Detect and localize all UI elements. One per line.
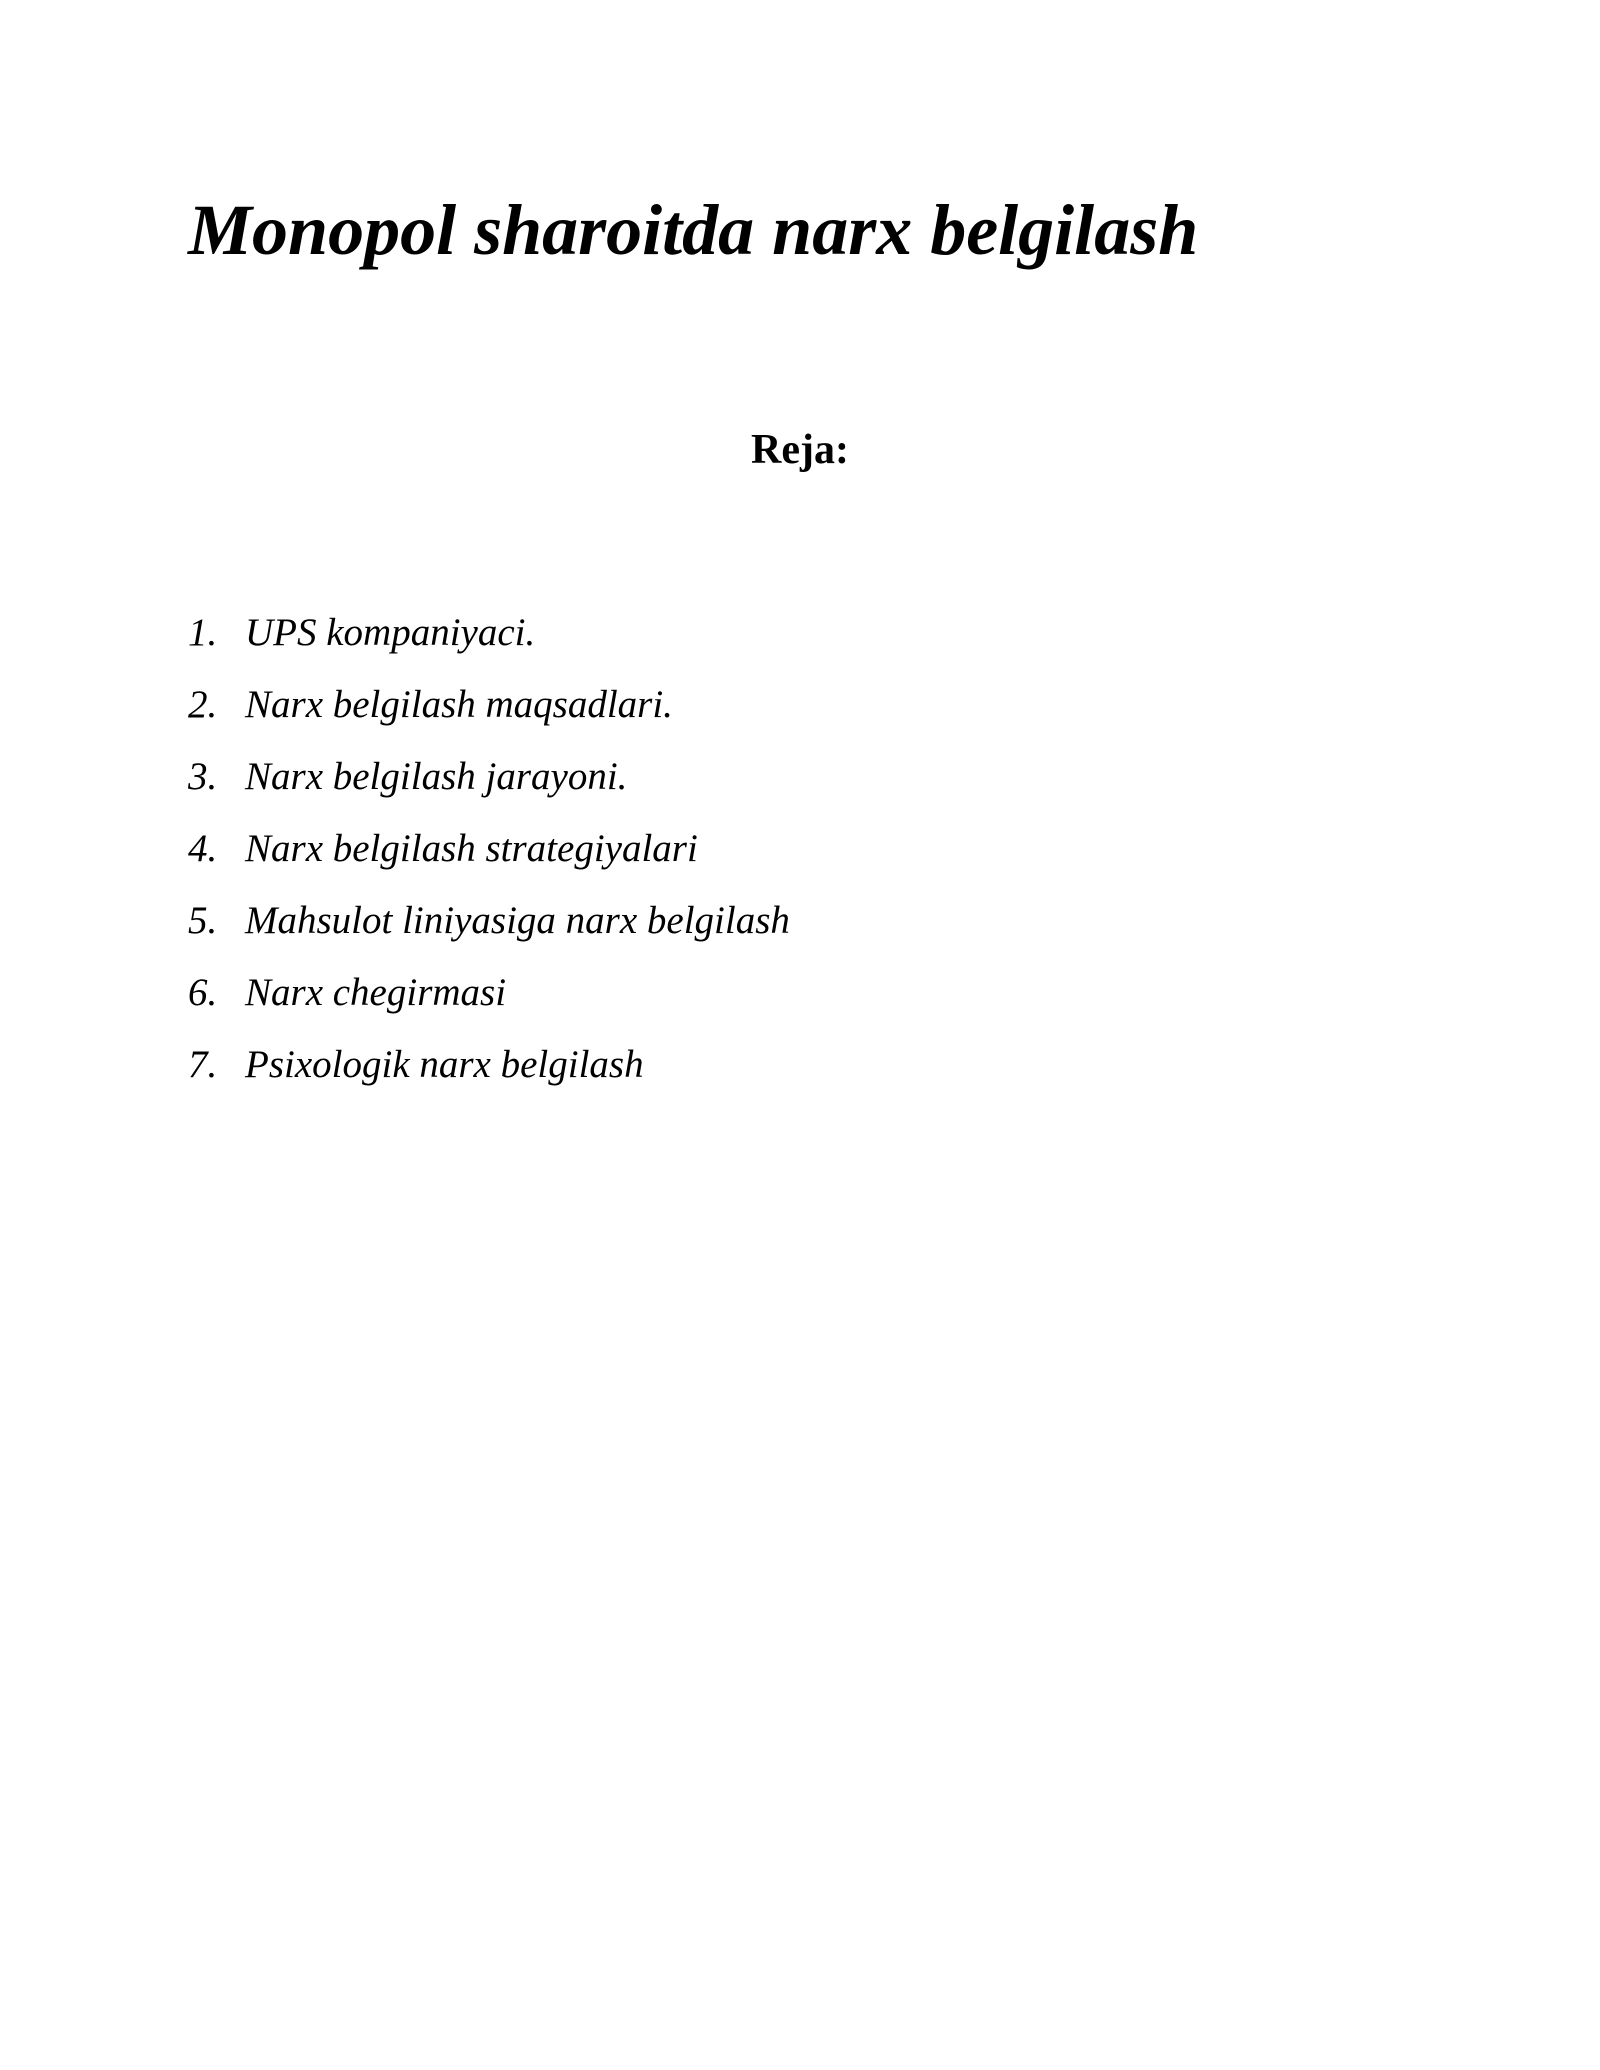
plan-item	[188, 1029, 790, 1101]
plan-item-number: 4.	[188, 827, 218, 870]
plan-item-text: Narx chegirmasi	[245, 971, 507, 1014]
plan-item-number: 5.	[188, 899, 218, 942]
plan-item-text: Narx belgilash maqsadlari.	[245, 683, 673, 726]
document-title: Monopol sharoitda narx belgilash	[188, 190, 1199, 270]
plan-list	[188, 597, 790, 1101]
plan-item	[188, 669, 790, 741]
plan-item-text: UPS kompaniyaci.	[245, 611, 536, 654]
plan-item-text: Narx belgilash jarayoni.	[245, 755, 628, 798]
plan-item	[188, 885, 790, 957]
plan-item-number: 2.	[188, 683, 218, 726]
plan-item-number: 3.	[188, 755, 218, 798]
plan-heading: Reja:	[751, 427, 849, 473]
plan-item-number: 6.	[188, 971, 218, 1014]
plan-item-text: Psixologik narx belgilash	[245, 1043, 644, 1086]
plan-item-text: Mahsulot liniyasiga narx belgilash	[245, 899, 790, 942]
plan-item-number: 7.	[188, 1043, 218, 1086]
plan-item	[188, 957, 790, 1029]
plan-item-text: Narx belgilash strategiyalari	[245, 827, 698, 870]
plan-item	[188, 813, 790, 885]
plan-item	[188, 597, 790, 669]
plan-item-number: 1.	[188, 611, 218, 654]
plan-item	[188, 741, 790, 813]
